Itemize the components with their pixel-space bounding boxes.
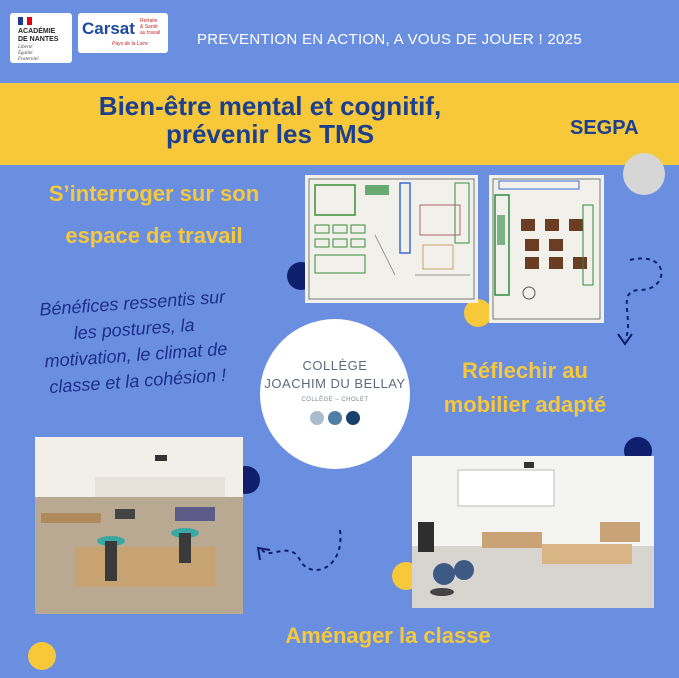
- logo-dot: [310, 411, 324, 425]
- college-line1: COLLÈGE: [302, 358, 368, 373]
- furniture-line2: mobilier adapté: [443, 392, 607, 417]
- carsat-name: Carsat: [82, 19, 135, 38]
- dashed-arrow-icon: [600, 250, 670, 350]
- carsat-tag2: & Santé: [140, 24, 158, 30]
- workspace-text-line2: espace de travail: [65, 223, 243, 248]
- furniture-line1: Réflechir au: [462, 358, 588, 383]
- academie-line2: DE NANTES: [18, 36, 59, 43]
- banner-title-line1: Bien-être mental et cognitif,: [98, 91, 442, 121]
- header-title: PREVENTION EN ACTION, A VOUS DE JOUER ! 2025: [197, 31, 582, 48]
- banner-title-line2: prévenir les TMS: [165, 119, 375, 149]
- motto-liberte: Liberté: [18, 45, 33, 50]
- logo-dot: [328, 411, 342, 425]
- academie-logo: [10, 13, 72, 63]
- gray-dot: [623, 153, 665, 195]
- yellow-dot: [464, 299, 492, 327]
- classroom-plan-sketch-1: [305, 175, 478, 303]
- classroom-photo-stools: [35, 437, 243, 614]
- yellow-dot: [28, 642, 56, 670]
- motto-egalite: Égalité: [18, 51, 33, 56]
- carsat-tag3: au travail: [140, 30, 161, 36]
- motto-fraternite: Fraternité: [18, 57, 39, 62]
- classroom-photo-tables: [412, 456, 654, 608]
- college-line2: JOACHIM DU BELLAY: [264, 376, 406, 391]
- carsat-logo: [78, 13, 168, 53]
- dashed-arrow-icon: [250, 520, 350, 590]
- workspace-text-line1: S’interroger sur son: [48, 181, 260, 206]
- college-logo: [260, 319, 410, 469]
- benefits-line3: motivation, le climat de: [43, 338, 228, 372]
- carsat-tag1: Retraite: [140, 18, 158, 24]
- carsat-region: Pays de la Loire: [112, 41, 148, 47]
- logo-dot: [346, 411, 360, 425]
- segpa-badge: SEGPA: [570, 117, 639, 139]
- benefits-line2: les postures, la: [73, 314, 196, 344]
- classroom-plan-sketch-2: [489, 175, 604, 323]
- benefits-line4: classe et la cohésion !: [48, 364, 227, 398]
- classroom-text: Aménager la classe: [285, 623, 491, 648]
- academie-line1: ACADÉMIE: [18, 28, 56, 35]
- french-flag-icon: [18, 17, 32, 25]
- college-sub: COLLÈGE – CHOLET: [301, 397, 369, 403]
- benefits-line1: Bénéfices ressentis sur: [38, 286, 226, 320]
